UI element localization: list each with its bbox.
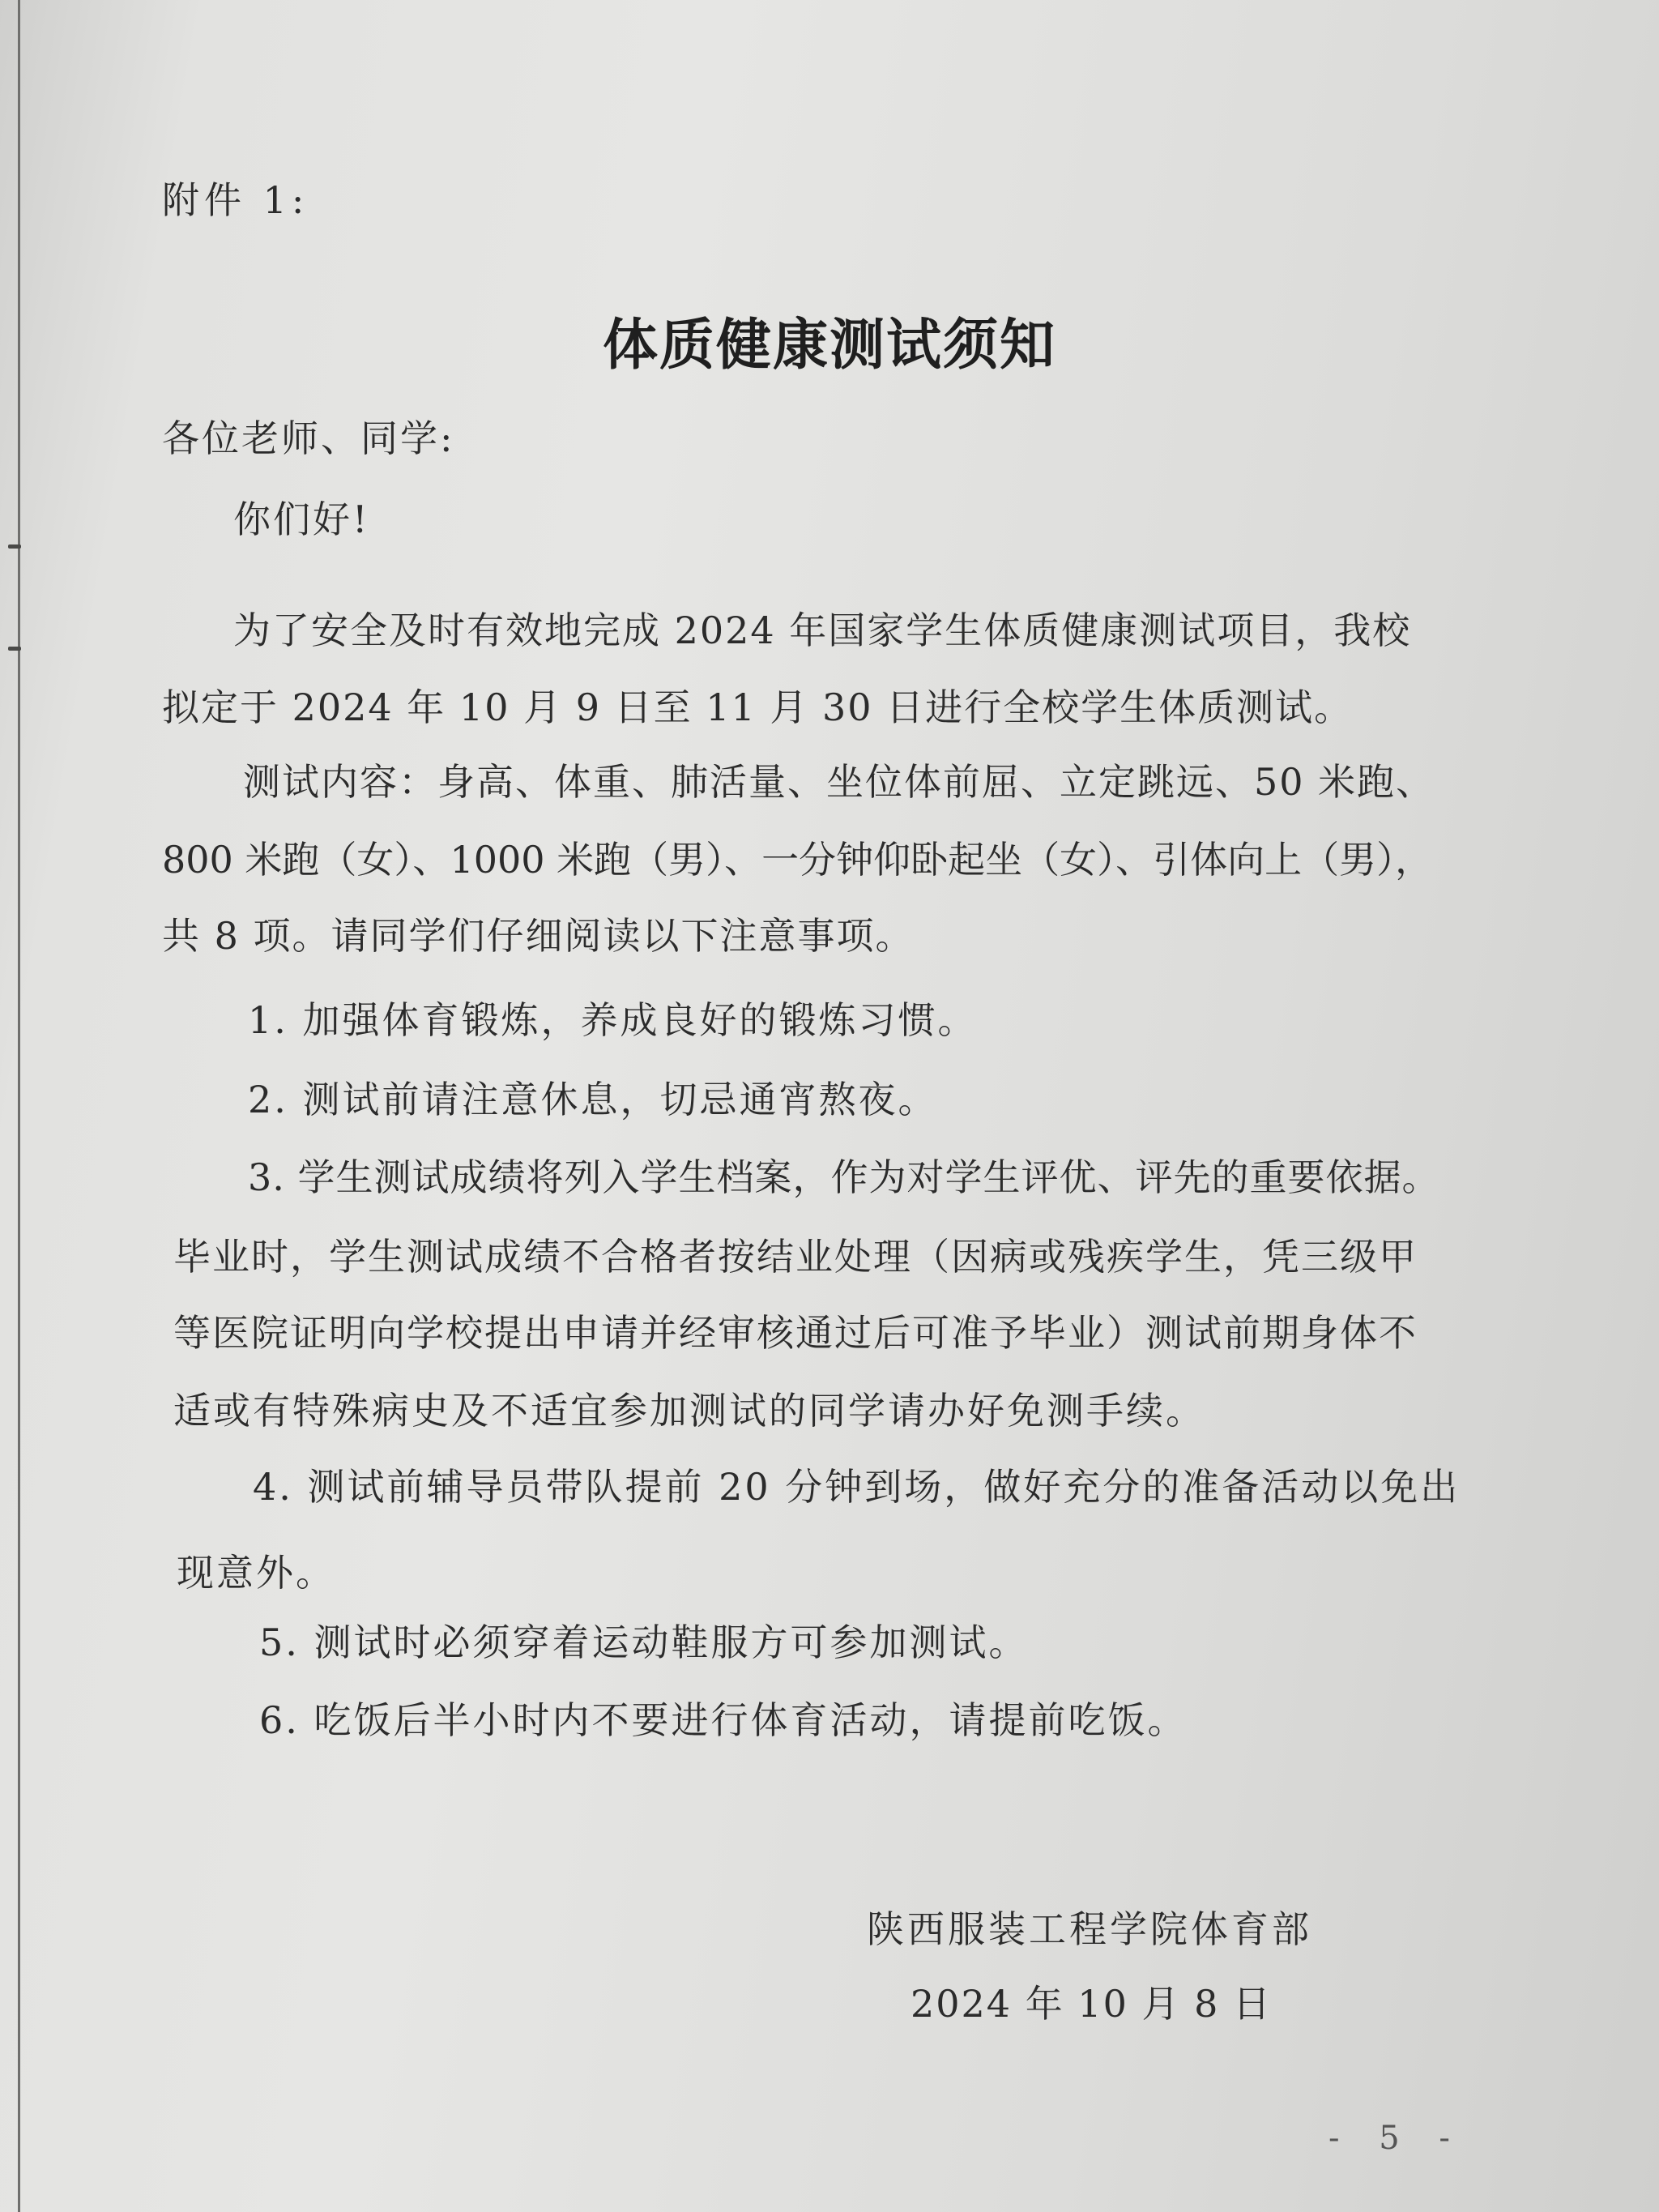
- salutation: 各位老师、同学:: [162, 416, 455, 460]
- document-title: 体质健康测试须知: [602, 313, 1056, 378]
- content-line-1: 测试内容：身高、体重、肺活量、坐位体前屈、立定跳远、50 米跑、: [243, 760, 1435, 804]
- greeting: 你们好!: [233, 497, 370, 541]
- binding-staple: [8, 647, 21, 651]
- intro-line-1: 为了安全及时有效地完成 2024 年国家学生体质健康测试项目，我校: [233, 609, 1412, 652]
- notice-item-4-line-1: 4. 测试前辅导员带队提前 20 分钟到场，做好充分的准备活动以免出: [253, 1465, 1461, 1509]
- notice-item-2: 2. 测试前请注意休息，切忌通宵熬夜。: [248, 1078, 938, 1121]
- notice-item-3-line-4: 适或有特殊病史及不适宜参加测试的同学请办好免测手续。: [173, 1389, 1205, 1433]
- notice-item-5: 5. 测试时必须穿着运动鞋服方可参加测试。: [259, 1621, 1029, 1664]
- notice-item-3-line-3: 等医院证明向学校提出申请并经审核通过后可准予毕业）测试前期身体不: [173, 1311, 1418, 1355]
- notice-item-3-line-1: 3. 学生测试成绩将列入学生档案，作为对学生评优、评先的重要依据。: [248, 1155, 1440, 1199]
- notice-item-1: 1. 加强体育锻炼，养成良好的锻炼习惯。: [248, 998, 978, 1042]
- notice-item-4-line-2: 现意外。: [177, 1551, 335, 1595]
- attachment-label: 附件 1:: [162, 178, 309, 222]
- content-line-3: 共 8 项。请同学们仔细阅读以下注意事项。: [162, 914, 915, 958]
- binding-staple: [8, 544, 21, 549]
- page-number: - 5 -: [1328, 2120, 1465, 2157]
- content-line-2: 800 米跑（女）、1000 米跑（男）、一分钟仰卧起坐（女）、引体向上（男），: [162, 838, 1433, 882]
- notice-item-3-line-2: 毕业时，学生测试成绩不合格者按结业处理（因病或残疾学生，凭三级甲: [173, 1235, 1418, 1279]
- intro-line-2: 拟定于 2024 年 10 月 9 日至 11 月 30 日进行全校学生体质测试。: [162, 685, 1354, 729]
- notice-item-6: 6. 吃饭后半小时内不要进行体育活动，请提前吃饭。: [259, 1698, 1188, 1742]
- issue-date: 2024 年 10 月 8 日: [911, 1982, 1272, 2026]
- issuing-department: 陕西服装工程学院体育部: [867, 1907, 1312, 1951]
